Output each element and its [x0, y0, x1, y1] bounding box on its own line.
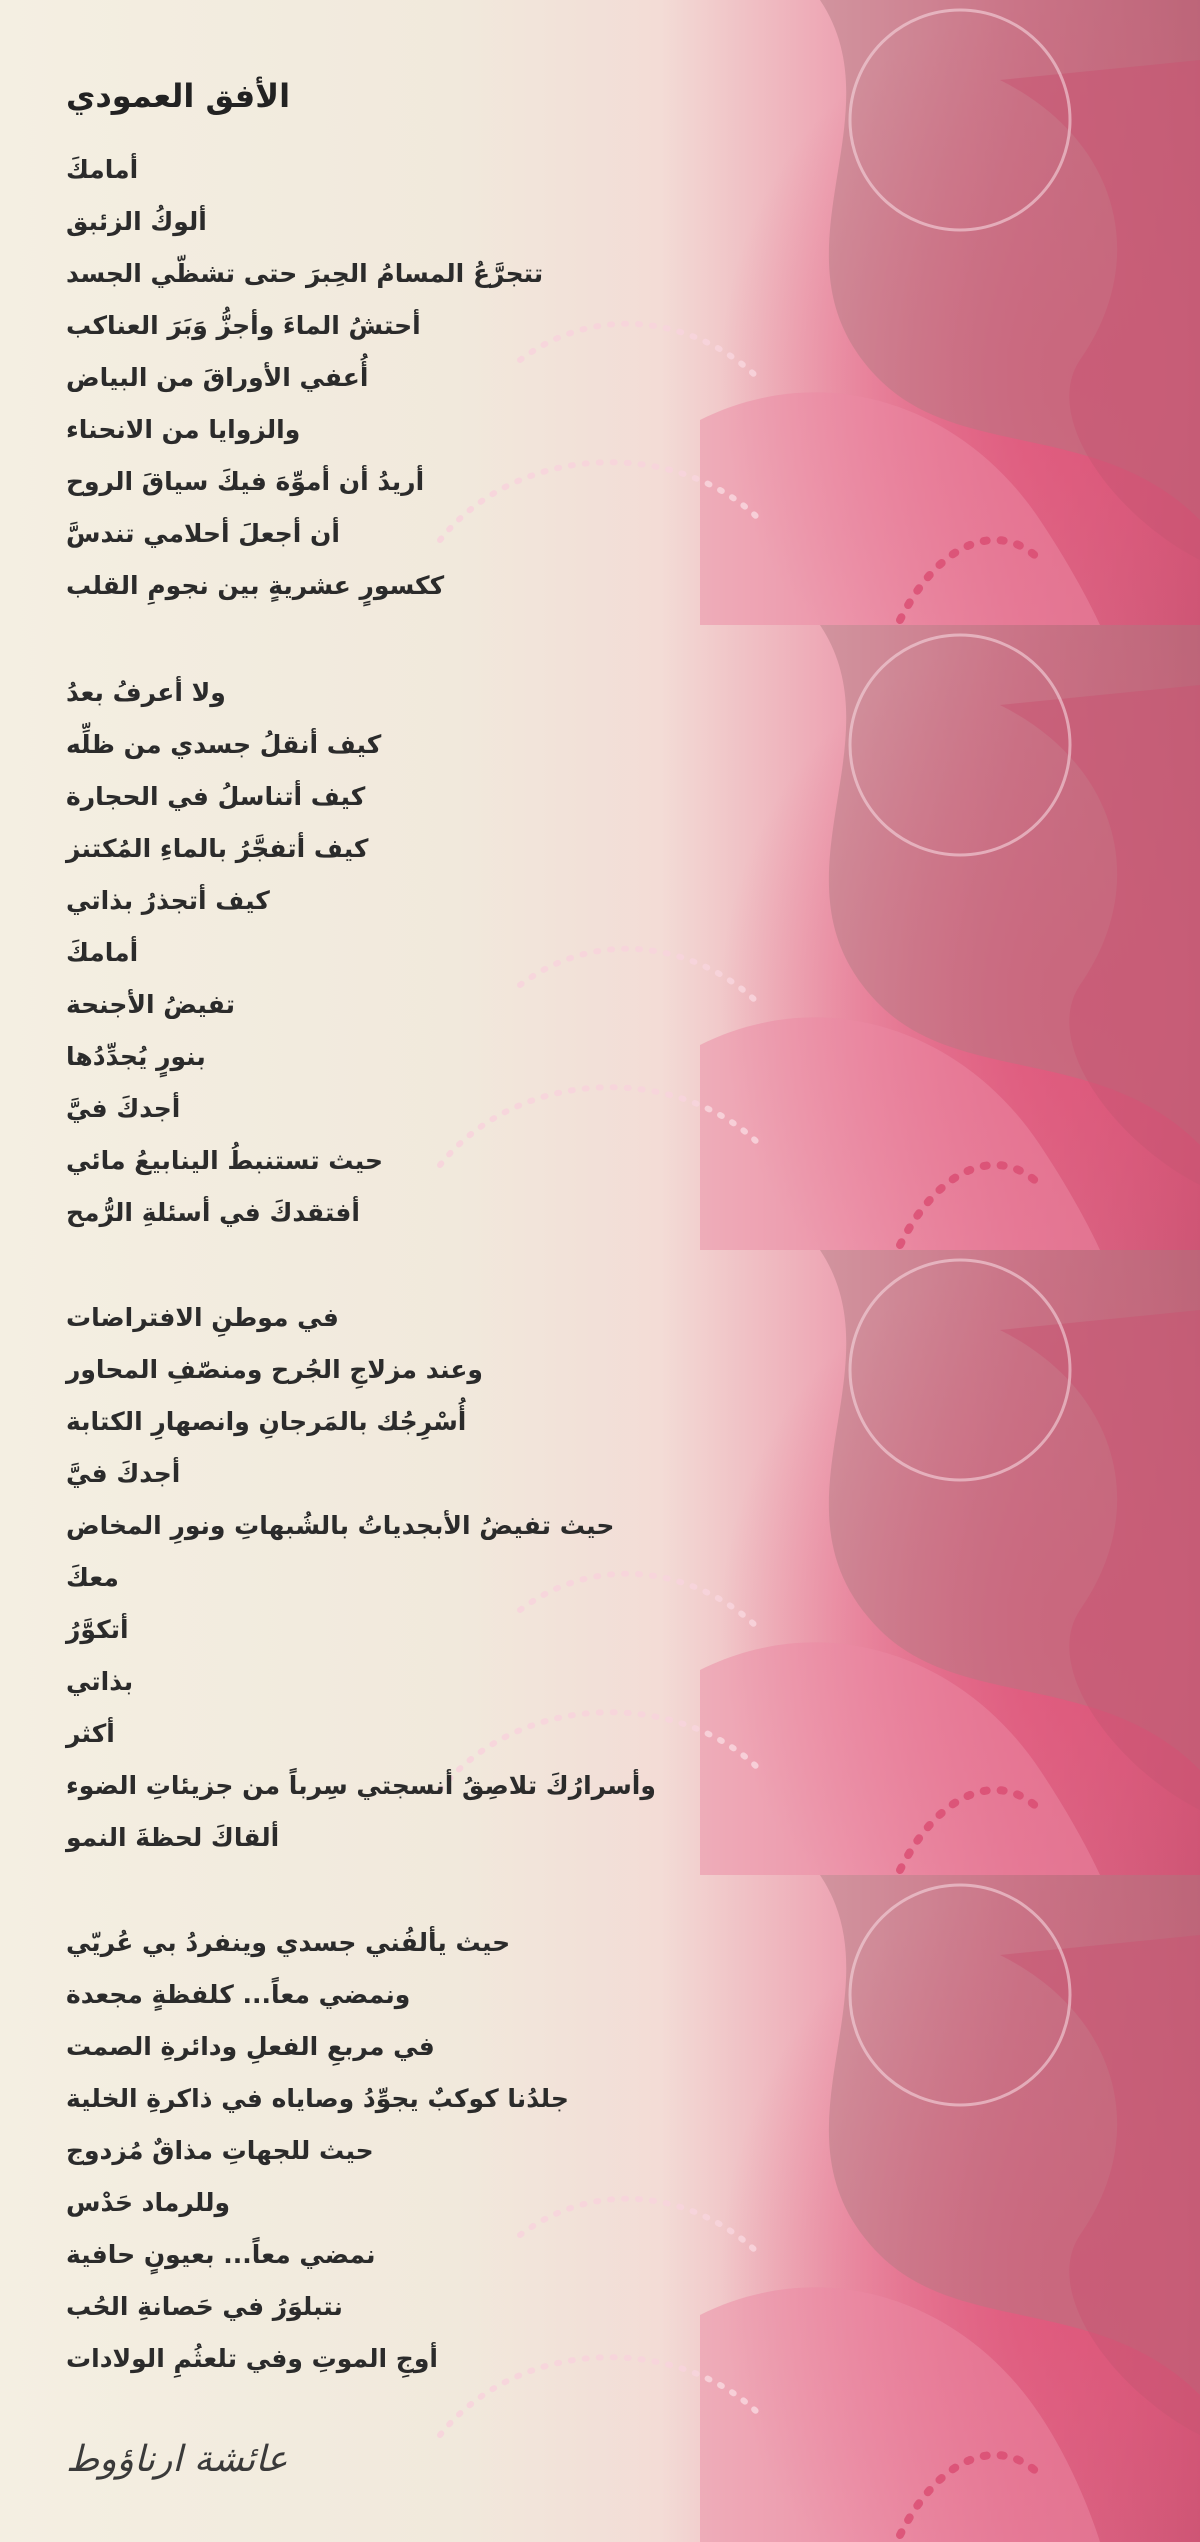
poem-line: ألوكُ الزئبق	[66, 207, 207, 236]
poem-line: نمضي معاً... بعيونٍ حافية	[66, 2240, 376, 2269]
poem-line: أحتشُ الماءَ وأجزُّ وَبَرَ العناكب	[66, 311, 421, 340]
poem-line: ولا أعرفُ بعدُ	[66, 678, 226, 707]
poem-line: كيف أتناسلُ في الحجارة	[66, 782, 366, 811]
poem-line: بذاتي	[66, 1667, 134, 1696]
poem-line: وعند مزلاجِ الجُرح ومنصّفِ المحاور	[66, 1355, 483, 1384]
poem-line: معكَ	[66, 1563, 119, 1592]
author-signature: عائشة ارناؤوط	[66, 2439, 288, 2480]
poem-line: أمامكَ	[66, 155, 139, 184]
poem-line: أفتقدكَ في أسئلةِ الرُّمح	[66, 1198, 360, 1227]
poem-line: حيث تفيضُ الأبجدياتُ بالشُبهاتِ ونورِ المخاض	[66, 1511, 615, 1540]
poem-line: أريدُ أن أموِّهَ فيكَ سياقَ الروح	[66, 467, 425, 496]
poem-title: الأفق العمودي	[66, 77, 291, 116]
poem-line: وأسرارُكَ تلاصِقُ أنسجتي سِرباً من جزيئاتِ الضوء	[66, 1771, 656, 1800]
stanza-panel-3	[0, 1250, 1200, 1875]
poem-line: نتبلوَرُ في حَصانةِ الحُب	[66, 2292, 343, 2321]
poem-line: أوجِ الموتِ وفي تلعثُمِ الولادات	[66, 2344, 438, 2373]
poem-line: ككسورٍ عشريةٍ بين نجومِ القلب	[66, 571, 445, 600]
poem-line: أن أجعلَ أحلامي تندسَّ	[66, 519, 340, 548]
poem-line: تفيضُ الأجنحة	[66, 990, 235, 1019]
poem-line: وللرماد حَدْس	[66, 2188, 231, 2217]
poem-line: كيف أتفجَّرُ بالماءِ المُكتنز	[66, 834, 369, 863]
poem-line: كيف أتجذرُ بذاتي	[66, 886, 270, 915]
poem-line: ألقاكَ لحظةَ النمو	[66, 1823, 280, 1852]
poem-line: أُعفي الأوراقَ من البياض	[66, 363, 369, 392]
poem-line: تتجرَّعُ المسامُ الحِبرَ حتى تشظّي الجسد	[66, 259, 544, 288]
poem-line: كيف أنقلُ جسدي من ظلِّه	[66, 730, 382, 759]
poem-line: أُسْرِجُك بالمَرجانِ وانصهارِ الكتابة	[66, 1407, 467, 1436]
poem-line: أكثر	[66, 1719, 115, 1748]
poem-line: بنورٍ يُجدِّدُها	[66, 1042, 206, 1071]
poem-line: في مربعِ الفعلِ ودائرةِ الصمت	[66, 2032, 435, 2061]
poem-line: أجدكَ فيَّ	[66, 1094, 181, 1123]
stanza-panel-2	[0, 625, 1200, 1250]
poem-line: ونمضي معاً... كلفظةٍ مجعدة	[66, 1980, 411, 2009]
poem-line: حيث للجهاتِ مذاقٌ مُزدوج	[66, 2136, 374, 2165]
poem-line: أتكوَّرُ	[66, 1615, 129, 1644]
poem-line: والزوايا من الانحناء	[66, 415, 301, 444]
poem-line: أجدكَ فيَّ	[66, 1459, 181, 1488]
stanza-panel-1	[0, 0, 1200, 625]
poem-line: حيث يألفُني جسدي وينفردُ بي عُريّي	[66, 1928, 511, 1957]
poem-line: حيث تستنبطُ الينابيعُ مائي	[66, 1146, 383, 1175]
poem-line: في موطنِ الافتراضات	[66, 1303, 339, 1332]
poem-line: جلدُنا كوكبٌ يجوِّدُ وصاياه في ذاكرةِ الخلية	[66, 2084, 569, 2113]
poem-line: أمامكَ	[66, 938, 139, 967]
